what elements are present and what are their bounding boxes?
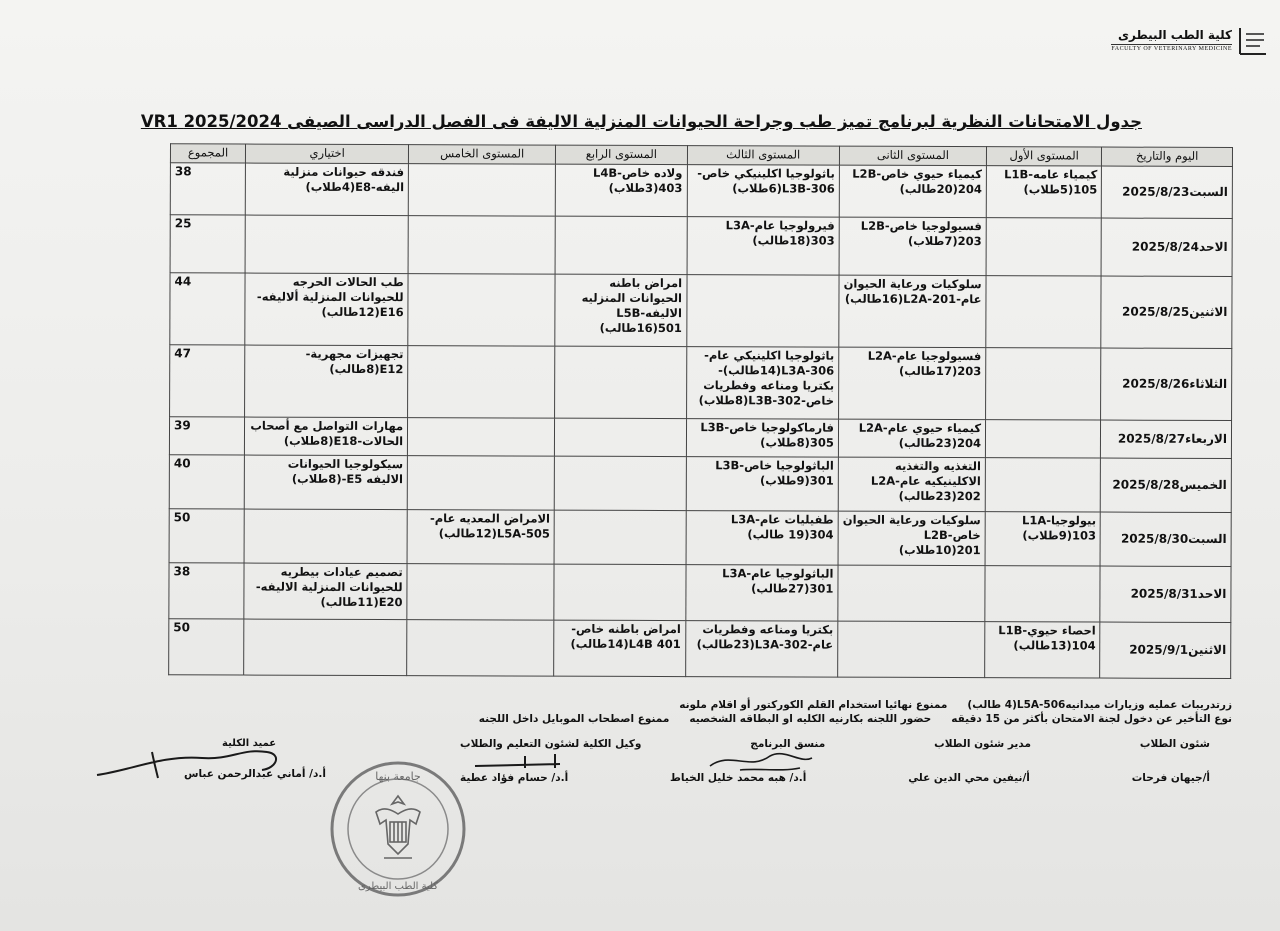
total-cell: 50 bbox=[169, 619, 244, 675]
note-field-training: زرتدريبات عمليه وزيارات ميدانيهL5A-506(4 طالب) bbox=[967, 699, 1232, 711]
table-row bbox=[169, 455, 1231, 513]
elective-cell: مهارات التواصل مع أصحاب الحالات-E18(8طلاب) bbox=[245, 417, 408, 456]
elective-cell bbox=[244, 619, 407, 676]
level-1-cell: احصاء حيوي-L1B 104(13طالب) bbox=[985, 622, 1101, 678]
column-header-day: اليوم والتاريخ bbox=[1102, 147, 1233, 166]
level-2-cell: سلوكيات ورعاية الحيوان عام-L2A-201(16طالب) bbox=[839, 275, 986, 348]
level-4-cell: امراض باطنه خاص-L4B 401(14طالب) bbox=[554, 620, 685, 676]
table-row bbox=[169, 417, 1231, 459]
level-1-cell bbox=[985, 566, 1101, 622]
schedule-title: جدول الامتحانات النظرية لبرنامج تميز طب وجراحة الحيوانات المنزلية الاليفة فى الفصل الدراسى الصيفى 2025/2024 VR1 bbox=[140, 112, 1142, 131]
total-cell: 44 bbox=[170, 273, 245, 345]
day-cell: الاحد2025/8/31 bbox=[1100, 566, 1231, 622]
faculty-name-english: FACULTY OF VETERINARY MEDICINE bbox=[1111, 46, 1232, 52]
day-cell: الاحد2025/8/24 bbox=[1101, 218, 1232, 276]
elective-cell: طب الحالات الحرجه للحيوانات المنزلية ألاليفه-E16(12طالب) bbox=[245, 273, 408, 346]
day-cell: الاثنين2025/8/25 bbox=[1101, 276, 1232, 348]
table-row bbox=[170, 345, 1232, 421]
level-4-cell: ولاده خاص-L4B 403(3طلاب) bbox=[556, 164, 687, 216]
table-row bbox=[170, 215, 1232, 277]
level-5-cell: الامراض المعديه عام-L5A-505(12طالب) bbox=[407, 510, 554, 565]
day-cell: السبت2025/8/23 bbox=[1102, 166, 1233, 218]
stamp-bottom-text: كلية الطب البيطرى bbox=[357, 881, 439, 892]
level-3-cell: فارماكولوجيا خاص-L3B 305(8طلاب) bbox=[686, 419, 839, 458]
level-1-cell: كيمياء عامه-L1B 105(5طلاب) bbox=[986, 166, 1102, 218]
level-1-cell bbox=[986, 276, 1102, 348]
level-5-cell bbox=[407, 456, 554, 511]
level-2-cell bbox=[838, 621, 985, 678]
exam-notes bbox=[445, 699, 1232, 727]
university-stamp bbox=[326, 754, 471, 904]
dean-name: أ.د/ أماني عبدالرحمن عباس bbox=[184, 768, 326, 780]
signatory-name: أ.د/ هبه محمد خليل الخياط bbox=[670, 772, 807, 784]
dean-signature-icon bbox=[92, 740, 292, 785]
exam-schedule-table bbox=[168, 143, 1233, 679]
total-cell: 38 bbox=[169, 563, 244, 619]
level-4-cell bbox=[555, 346, 686, 418]
level-2-cell: فسيولوجيا خاص-L2B 203(7طلاب) bbox=[839, 217, 986, 276]
level-3-cell: طفيليات عام-L3A 304(19 طالب) bbox=[686, 511, 839, 566]
column-header-elective: اختياري bbox=[246, 144, 409, 164]
level-1-cell: بيولوجيا-L1A 103(9طلاب) bbox=[985, 512, 1101, 566]
day-cell: الاثنين2025/9/1 bbox=[1100, 622, 1231, 678]
level-3-cell: الباثولوجيا عام-L3A 301(27طالب) bbox=[685, 565, 838, 622]
total-cell: 39 bbox=[169, 417, 244, 455]
signatory-title: منسق البرنامج bbox=[750, 738, 826, 750]
elective-cell: تجهيزات مجهرية-E12(8طالب) bbox=[245, 345, 408, 418]
day-cell: الاربعاء2025/8/27 bbox=[1101, 420, 1232, 458]
notes-line-1 bbox=[445, 699, 1232, 711]
total-cell: 40 bbox=[169, 455, 244, 509]
column-header-level-2: المستوى الثانى bbox=[839, 146, 986, 166]
coordinator-signature-icon bbox=[700, 746, 820, 776]
table-row bbox=[169, 563, 1231, 623]
elective-cell: تصميم عيادات بيطريه للحيوانات المنزلية الاليفه-E20(11طالب) bbox=[244, 563, 407, 620]
level-2-cell: كيمياء حيوي خاص-L2B 204(20طالب) bbox=[839, 165, 986, 218]
level-3-cell: باثولوجيا اكلينيكي عام-L3A-306(14طالب)- بكتريا ومناعه وفطريات خاص-L3B-302(8طلاب) bbox=[686, 347, 839, 420]
level-4-cell bbox=[554, 510, 685, 564]
faculty-name-arabic: كلية الطب البيطرى bbox=[1118, 28, 1232, 42]
total-cell: 50 bbox=[169, 509, 244, 563]
column-header-level-1: المستوى الأول bbox=[986, 147, 1101, 166]
day-cell: الثلاثاء2025/8/26 bbox=[1101, 348, 1232, 420]
level-2-cell: كيمياء حيوي عام-L2A 204(23طالب) bbox=[838, 419, 985, 458]
note-no-mobile: ممنوع اصطحاب الموبايل داخل اللجنه bbox=[478, 713, 670, 725]
level-3-cell bbox=[686, 275, 839, 348]
level-4-cell bbox=[555, 456, 686, 510]
level-5-cell bbox=[407, 564, 554, 621]
table-row bbox=[169, 509, 1231, 567]
column-header-level-3: المستوى الثالث bbox=[687, 146, 839, 166]
dean-title: عميد الكلية bbox=[222, 738, 277, 749]
level-5-cell bbox=[408, 274, 555, 347]
signatory-name: أ.د/ حسام فؤاد عطية bbox=[460, 772, 569, 784]
level-2-cell: سلوكيات ورعاية الحيوان خاص-L2B 201(10طلاب) bbox=[838, 511, 985, 566]
signature-titles bbox=[150, 738, 1220, 750]
day-cell: الخميس2025/8/28 bbox=[1101, 458, 1232, 512]
faculty-emblem-icon bbox=[1236, 24, 1270, 60]
level-4-cell bbox=[555, 418, 686, 456]
signatory-name: أ/جيهان فرحات bbox=[1131, 772, 1210, 784]
signatory-name: أ/نيفين محي الدين علي bbox=[908, 772, 1030, 784]
elective-cell bbox=[245, 215, 408, 274]
level-4-cell: امراض باطنه الحيوانات المنزليه الاليفه-L5B 501(16طالب) bbox=[555, 274, 686, 346]
level-1-cell bbox=[985, 458, 1101, 512]
level-5-cell bbox=[408, 418, 555, 457]
level-1-cell bbox=[986, 348, 1102, 420]
level-2-cell bbox=[838, 565, 985, 622]
level-3-cell: بكتريا ومناعه وفطريات عام-L3A-302(23طالب) bbox=[685, 621, 838, 678]
notes-line-2 bbox=[445, 713, 1232, 725]
faculty-logo bbox=[1111, 28, 1232, 52]
level-3-cell: الباثولوجيا خاص-L3B 301(9طلاب) bbox=[686, 457, 839, 512]
signatory-title: مدير شئون الطلاب bbox=[934, 738, 1031, 750]
level-2-cell: التغذيه والتغذيه الاكلينيكيه عام-L2A 202(23طالب) bbox=[838, 457, 985, 512]
level-2-cell: فسيولوجيا عام-L2A 203(17طالب) bbox=[838, 347, 985, 420]
column-header-total: المجموع bbox=[170, 144, 245, 163]
note-no-corrector: ممنوع نهائيا استخدام القلم الكوركتور أو اقلام ملونه bbox=[679, 699, 948, 711]
column-header-level-4: المستوى الرابع bbox=[556, 145, 687, 164]
level-3-cell: فيرولوجيا عام-L3A 303(18طالب) bbox=[687, 217, 840, 276]
column-header-level-5: المستوى الخامس bbox=[409, 145, 556, 165]
elective-cell: فندقه حيوانات منزلية اليفه-E8(4طلاب) bbox=[245, 163, 408, 216]
total-cell: 25 bbox=[170, 215, 245, 273]
level-5-cell bbox=[408, 164, 555, 217]
level-4-cell bbox=[554, 564, 685, 620]
level-4-cell bbox=[555, 216, 686, 274]
eagle-emblem-icon bbox=[376, 796, 420, 858]
level-5-cell bbox=[407, 620, 554, 677]
level-1-cell bbox=[986, 218, 1102, 276]
elective-cell: سيكولوجيا الحيوانات الاليفه E5-(8طلاب) bbox=[244, 455, 407, 510]
signatory-title: وكيل الكلية لشئون التعليم والطلاب bbox=[460, 738, 642, 750]
table-row bbox=[170, 273, 1232, 349]
level-3-cell: باثولوجيا اكلينيكي خاص-L3B-306(6طلاب) bbox=[687, 165, 840, 218]
signatory-title: شئون الطلاب bbox=[1139, 738, 1210, 750]
total-cell: 38 bbox=[170, 163, 245, 215]
vice-dean-signature-icon bbox=[470, 748, 570, 772]
note-id-card: حضور اللجنه بكارنيه الكليه او البطاقه الشخصيه bbox=[689, 713, 932, 725]
level-5-cell bbox=[408, 216, 555, 275]
day-cell: السبت2025/8/30 bbox=[1100, 512, 1231, 566]
level-1-cell bbox=[985, 420, 1100, 458]
level-5-cell bbox=[408, 346, 555, 419]
table-row bbox=[170, 163, 1232, 219]
table-row bbox=[169, 619, 1231, 679]
total-cell: 47 bbox=[170, 345, 245, 417]
note-lateness: نوع التأخير عن دخول لجنة الامتحان بأكثر من 15 دقيقه bbox=[951, 713, 1232, 725]
stamp-top-text: جامعة بنها bbox=[375, 770, 421, 783]
elective-cell bbox=[244, 509, 407, 564]
